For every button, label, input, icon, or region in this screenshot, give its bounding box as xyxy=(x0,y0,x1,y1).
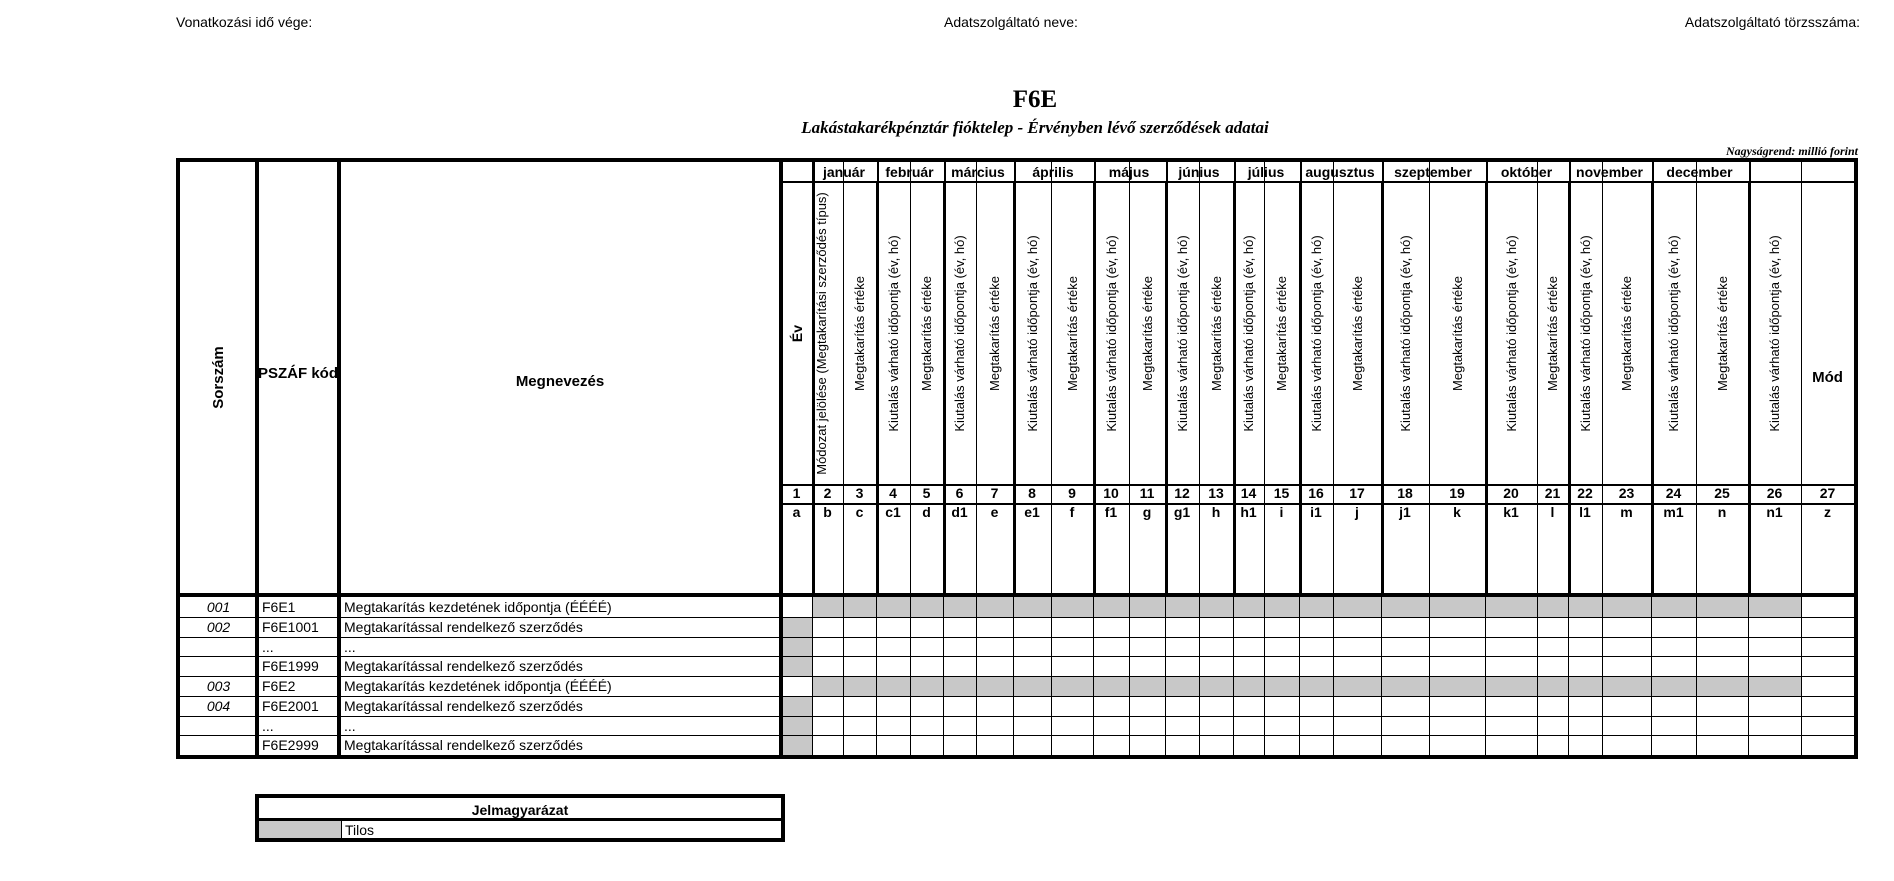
col-number: 16 xyxy=(1308,485,1324,501)
form-code-title: F6E xyxy=(1012,86,1058,113)
col-value: Megtakarítás értéke xyxy=(1714,276,1730,391)
month-header-1: január xyxy=(822,164,865,180)
col-number: 14 xyxy=(1240,485,1257,501)
month-group-divider xyxy=(1300,162,1302,597)
month-group-divider xyxy=(1569,162,1571,597)
col-payout: Kiutalás várható időpontja (év, hó) xyxy=(1397,235,1413,432)
col-code: h1 xyxy=(1240,504,1257,520)
col-number: 15 xyxy=(1273,485,1290,501)
column-divider xyxy=(1333,162,1334,755)
col-code: f xyxy=(1069,504,1075,520)
row-number: 001 xyxy=(206,599,231,615)
col-code: m1 xyxy=(1663,504,1684,520)
row-divider xyxy=(180,696,1854,697)
month-group-divider xyxy=(1014,162,1016,597)
column-divider xyxy=(779,162,783,755)
month-header-3: március xyxy=(951,164,1005,180)
col-number: 4 xyxy=(889,485,897,501)
form-subtitle: Lakástakarékpénztár fióktelep - Érvényben lévő szerződések adatai xyxy=(801,118,1269,137)
data-table xyxy=(176,158,1858,759)
forbidden-cell xyxy=(812,597,1801,617)
row-number: 003 xyxy=(206,678,231,694)
month-header-2: február xyxy=(885,164,934,180)
row-number: 002 xyxy=(206,618,231,635)
column-divider xyxy=(1429,162,1430,755)
col-code: k1 xyxy=(1503,504,1519,520)
col-code: i1 xyxy=(1310,504,1322,520)
forbidden-cell xyxy=(781,656,812,676)
col-payout: Kiutalás várható időpontja (év, hó) xyxy=(1024,235,1040,432)
col-code: l xyxy=(1550,504,1555,520)
month-header-11: november xyxy=(1576,164,1643,180)
month-group-divider xyxy=(877,162,879,597)
col-number: 1 xyxy=(792,485,801,501)
col-payout: Kiutalás várható időpontja (év, hó) xyxy=(952,235,967,432)
col-code: n xyxy=(1717,504,1727,520)
row-divider xyxy=(180,617,1854,618)
col-code: e xyxy=(990,504,999,520)
col-code: l1 xyxy=(1579,504,1591,520)
legend-swatch-border xyxy=(341,821,342,838)
col-number: 26 xyxy=(1766,485,1783,501)
col-code: n1 xyxy=(1766,504,1783,520)
row-code: F6E1001 xyxy=(262,618,319,635)
col-number: 20 xyxy=(1503,485,1519,501)
header-bottom-border xyxy=(180,593,1854,597)
col-code: d xyxy=(922,504,931,520)
column-divider xyxy=(910,162,911,755)
col-code: e1 xyxy=(1024,504,1040,520)
month-group-divider xyxy=(1166,162,1168,597)
column-divider xyxy=(1199,162,1200,755)
column-divider xyxy=(1051,162,1052,755)
forbidden-cell xyxy=(781,716,812,736)
legend-title: Jelmagyarázat xyxy=(471,802,569,818)
month-header-8: augusztus xyxy=(1305,164,1375,180)
col-number: 3 xyxy=(855,485,864,501)
month-header-4: április xyxy=(1032,164,1074,180)
col-code: i xyxy=(1279,504,1284,520)
col-code: z xyxy=(1824,504,1831,520)
row-code: F6E2001 xyxy=(262,697,319,714)
row-divider xyxy=(180,735,1854,736)
month-header-12: december xyxy=(1666,164,1733,180)
col-value: Megtakarítás értéke xyxy=(1619,276,1634,391)
col-code: f1 xyxy=(1104,504,1118,520)
col-value: Megtakarítás értéke xyxy=(1208,276,1224,391)
col-code: j xyxy=(1355,504,1359,520)
col-payout: Kiutalás várható időpontja (év, hó) xyxy=(1241,235,1256,432)
col-number: 10 xyxy=(1103,485,1119,501)
row-name: ... xyxy=(344,638,356,655)
row-divider xyxy=(180,716,1854,717)
col-value: Megtakarítás értéke xyxy=(1274,276,1289,391)
col-payout: Kiutalás várható időpontja (év, hó) xyxy=(1103,235,1119,432)
col-number: 23 xyxy=(1618,485,1635,501)
col-payout: Kiutalás várható időpontja (év, hó) xyxy=(1308,235,1324,432)
col-payout: Kiutalás várható időpontja (év, hó) xyxy=(1503,235,1519,432)
col-mod: Mód xyxy=(1812,369,1843,386)
col-value: Megtakarítás értéke xyxy=(1545,276,1560,391)
col-number: 22 xyxy=(1577,485,1593,501)
col-payout: Kiutalás várható időpontja (év, hó) xyxy=(885,235,901,432)
col-value: Megtakarítás értéke xyxy=(1349,276,1365,391)
col-ev: Év xyxy=(788,324,805,343)
col-megnevezes: Megnevezés xyxy=(515,373,605,390)
column-divider xyxy=(1537,162,1538,755)
legend-item-label: Tilos xyxy=(345,822,375,838)
month-group-divider xyxy=(1382,162,1384,597)
legend-swatch xyxy=(259,821,341,838)
provider-name-label: Adatszolgáltató neve: xyxy=(944,14,1078,30)
row-code: F6E2 xyxy=(262,678,296,694)
column-divider xyxy=(843,162,844,755)
month-group-divider xyxy=(1486,162,1488,597)
month-header-7: július xyxy=(1247,164,1285,180)
col-code: c1 xyxy=(885,504,901,520)
col-number: 13 xyxy=(1208,485,1224,501)
row-code: F6E1999 xyxy=(262,658,319,675)
row-name: Megtakarítással rendelkező szerződés xyxy=(344,658,583,675)
period-end-label: Vonatkozási idő vége: xyxy=(176,14,313,30)
column-divider xyxy=(1129,162,1130,755)
month-header-6: június xyxy=(1178,164,1220,180)
col-value: Megtakarítás értéke xyxy=(852,276,867,391)
row-name: Megtakarítással rendelkező szerződés xyxy=(344,697,583,714)
col-number: 21 xyxy=(1544,485,1561,501)
column-divider xyxy=(1264,162,1265,755)
col-sorszam: Sorszám xyxy=(210,346,227,409)
col-number: 19 xyxy=(1449,485,1465,501)
col-value: Megtakarítás értéke xyxy=(919,276,934,391)
col-value: Megtakarítás értéke xyxy=(1064,276,1080,391)
col-payout: Kiutalás várható időpontja (év, hó) xyxy=(1577,235,1593,432)
col-number: 24 xyxy=(1665,485,1682,501)
month-header-9: szeptember xyxy=(1394,164,1472,180)
month-group-divider xyxy=(944,162,946,597)
forbidden-cell xyxy=(781,696,812,716)
row-name: Megtakarítással rendelkező szerződés xyxy=(344,618,583,635)
col-code: g xyxy=(1142,504,1152,520)
legend xyxy=(255,794,785,842)
row-code: F6E2999 xyxy=(262,737,319,754)
col-payout: Kiutalás várható időpontja (év, hó) xyxy=(1666,235,1681,432)
col-code: m xyxy=(1620,504,1633,520)
row-name: Megtakarítás kezdetének időpontja (ÉÉÉÉ) xyxy=(344,678,612,694)
col-pszaf: PSZÁF kód xyxy=(257,365,338,382)
row-divider xyxy=(180,676,1854,677)
row-code: ... xyxy=(262,638,274,655)
col-code: b xyxy=(823,504,832,520)
col-value: Megtakarítás értéke xyxy=(1139,276,1155,391)
col-number: 17 xyxy=(1349,485,1365,501)
col-modozat: Módozat jelölése (Megtakarítási szerződés típus) xyxy=(814,192,829,475)
row-code: ... xyxy=(262,717,274,734)
month-header-10: október xyxy=(1500,164,1553,180)
col-code: a xyxy=(792,504,801,520)
col-code: k xyxy=(1453,504,1461,520)
col-code: h xyxy=(1211,504,1221,520)
month-group-divider xyxy=(1234,162,1236,597)
column-divider xyxy=(337,162,341,755)
row-number: 004 xyxy=(206,697,231,714)
month-header-5: május xyxy=(1108,164,1150,180)
col-code: c xyxy=(855,504,864,520)
col-number: 2 xyxy=(823,485,832,501)
forbidden-cell xyxy=(781,637,812,657)
column-divider xyxy=(255,162,259,755)
col-number: 12 xyxy=(1174,485,1190,501)
column-divider xyxy=(1602,162,1603,755)
col-number: 9 xyxy=(1068,485,1076,501)
row-divider xyxy=(180,656,1854,657)
col-number: 25 xyxy=(1714,485,1730,501)
col-number: 18 xyxy=(1397,485,1413,501)
provider-id-label: Adatszolgáltató törzsszáma: xyxy=(1684,14,1860,30)
forbidden-cell xyxy=(812,676,1801,696)
col-value: Megtakarítás értéke xyxy=(1449,276,1465,391)
column-divider xyxy=(976,162,977,755)
col-number: 6 xyxy=(955,485,964,501)
row-name: ... xyxy=(344,717,356,734)
col-code: j1 xyxy=(1399,504,1411,520)
month-group-divider xyxy=(1094,162,1096,597)
col-code: d1 xyxy=(951,504,968,520)
row-name: Megtakarítással rendelkező szerződés xyxy=(344,737,583,754)
column-divider xyxy=(1696,162,1697,755)
row-code: F6E1 xyxy=(262,599,296,615)
month-group-divider xyxy=(1749,162,1751,597)
column-divider xyxy=(1801,162,1802,755)
forbidden-cell xyxy=(781,617,812,637)
col-payout: Kiutalás várható időpontja (év, hó) xyxy=(1174,235,1190,432)
forbidden-cell xyxy=(781,735,812,755)
col-number: 27 xyxy=(1819,485,1836,501)
col-code: g1 xyxy=(1173,504,1191,520)
month-group-divider xyxy=(1652,162,1654,597)
row-divider xyxy=(180,637,1854,638)
row-name: Megtakarítás kezdetének időpontja (ÉÉÉÉ) xyxy=(344,599,612,615)
col-value: Megtakarítás értéke xyxy=(987,276,1002,391)
unit-note: Nagyságrend: millió forint xyxy=(1725,144,1858,158)
col-number: 5 xyxy=(922,485,931,501)
col-number: 11 xyxy=(1139,485,1155,501)
col-number: 7 xyxy=(990,485,999,501)
col-number: 8 xyxy=(1028,485,1036,501)
col-payout: Kiutalás várható időpontja (év, hó) xyxy=(1767,235,1782,432)
